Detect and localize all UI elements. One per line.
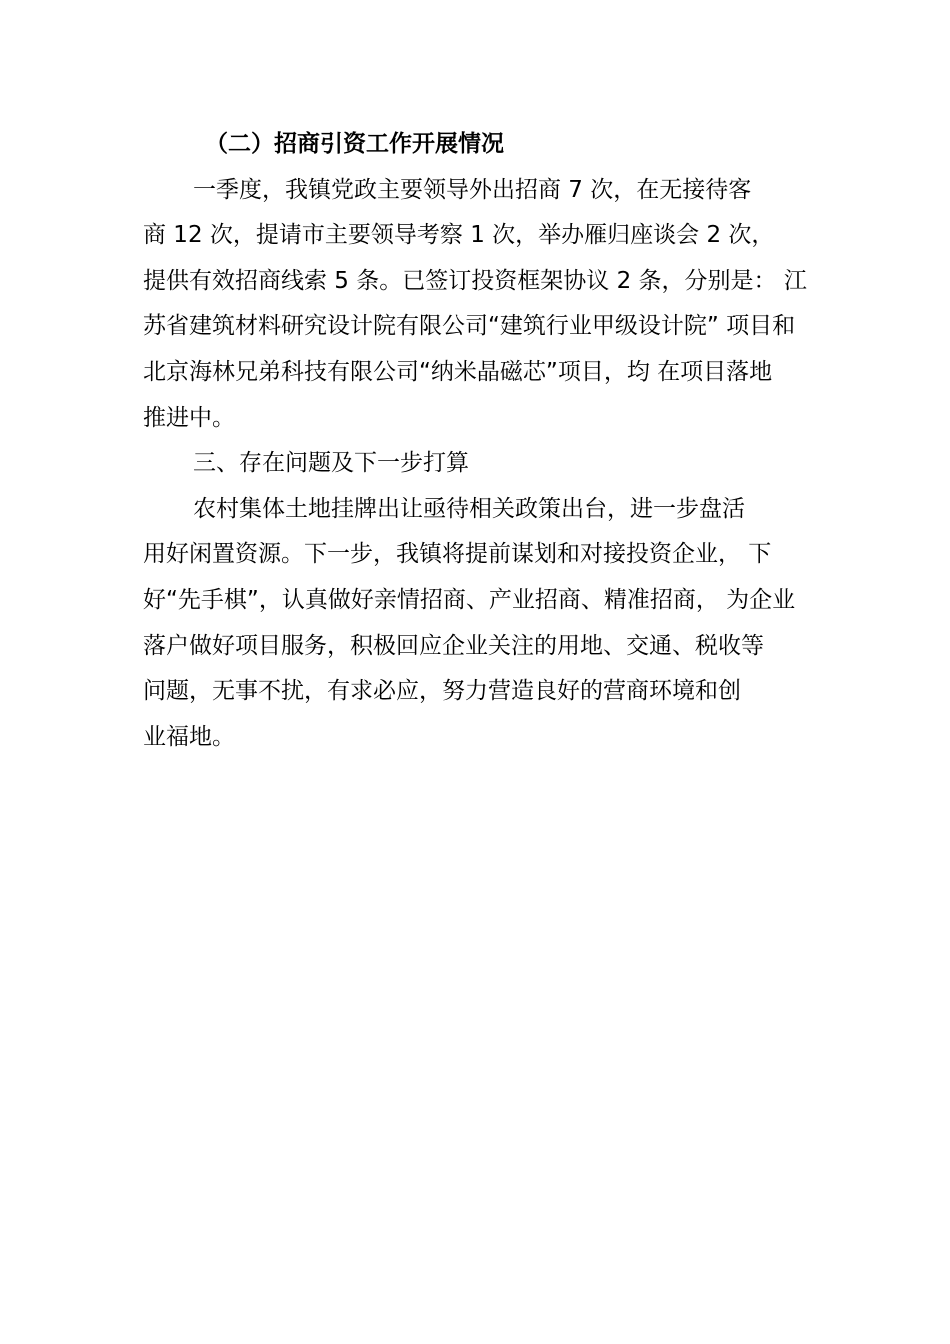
paragraph-next-steps xyxy=(143,487,843,761)
paragraph-line: 推进中。 xyxy=(143,404,235,431)
paragraph-line: 北京海林兄弟科技有限公司“纳米晶磁芯”项目，均 在项目落地 xyxy=(143,358,773,385)
document-body xyxy=(143,122,843,760)
paragraph-line: 问题，无事不扰，有求必应，努力营造良好的营商环境和创 xyxy=(143,678,741,705)
section-heading: （二）招商引资工作开展情况 xyxy=(205,131,504,157)
paragraph-line: 苏省建筑材料研究设计院有限公司“建筑行业甲级设计院” 项目和 xyxy=(143,313,796,340)
section-3-heading: 三、存在问题及下一步打算 xyxy=(193,450,469,477)
paragraph-line: 用好闲置资源。下一步，我镇将提前谋划和对接投资企业， 下 xyxy=(143,541,772,568)
paragraph-line: 商 12 次，提请市主要领导考察 1 次，举办雁归座谈会 2 次， xyxy=(143,222,775,249)
paragraph-line: 提供有效招商线索 5 条。已签订投资框架协议 2 条，分别是： 江 xyxy=(143,267,807,294)
paragraph-line: 好“先手棋”，认真做好亲情招商、产业招商、精准招商， 为企业 xyxy=(143,586,796,613)
paragraph-line: 农村集体土地挂牌出让亟待相关政策出台，进一步盘活 xyxy=(193,495,745,522)
paragraph-line: 一季度，我镇党政主要领导外出招商 7 次，在无接待客 xyxy=(193,176,752,203)
paragraph-line: 业福地。 xyxy=(143,723,235,750)
paragraph-line: 落户做好项目服务，积极回应企业关注的用地、交通、税收等 xyxy=(143,632,764,659)
paragraph-investment xyxy=(143,168,843,442)
